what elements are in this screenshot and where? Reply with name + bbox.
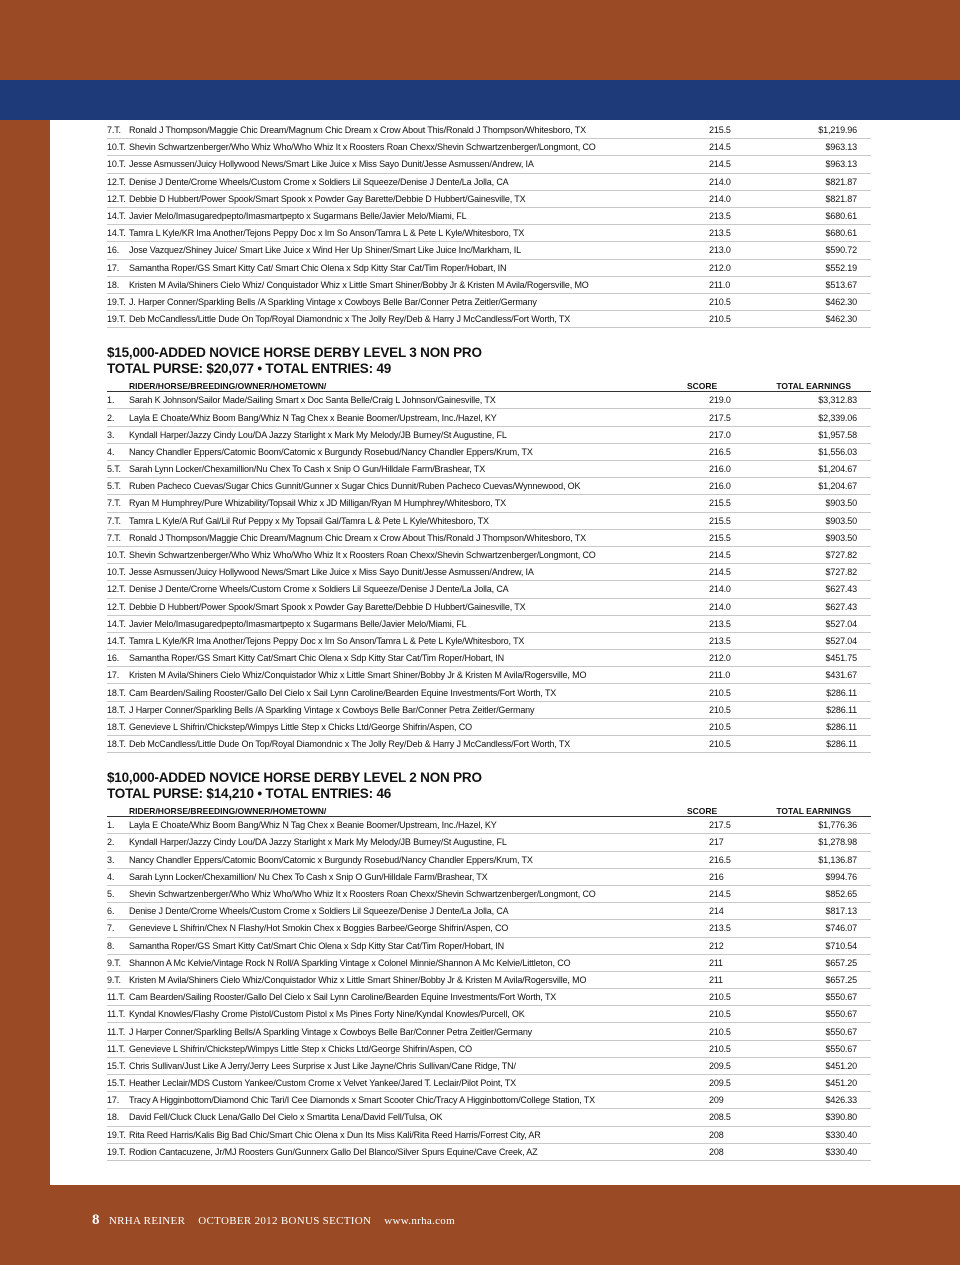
table-row (107, 1075, 871, 1092)
earnings-cell: $657.25 (825, 957, 857, 968)
entry-cell: Kristen M Avila/Shiners Cielo Whiz/ Conquistador Whiz x Little Smart Shiner/Bobby Jr & Kristen M Avila/Rogersville, MO (129, 279, 589, 290)
entry-cell: Genevieve L Shifrin/Chex N Flashy/Hot Smokin Chex x Boggies Barbee/George Shifrin/Aspen, CO (129, 923, 509, 934)
entry-cell: Ryan M Humphrey/Pure Whizability/Topsail Whiz x JD Milligan/Ryan M Humphrey/Whitesboro, TX (129, 498, 506, 509)
table-row (107, 955, 871, 972)
issue-label: OCTOBER 2012 BONUS SECTION (198, 1215, 372, 1227)
table-row (107, 547, 871, 564)
header-blue-band (0, 80, 960, 120)
earnings-cell: $286.11 (826, 721, 857, 732)
placing-cell: 10.T. (107, 159, 126, 170)
table-row (107, 702, 871, 719)
entry-cell: Jose Vazquez/Shiney Juice/ Smart Like Juice x Wind Her Up Shiner/Smart Like Juice Inc/Markham, IL (129, 245, 521, 256)
earnings-cell: $1,278.98 (818, 837, 857, 848)
table-row (107, 869, 871, 886)
earnings-cell: $462.30 (825, 296, 857, 307)
entry-cell: Samantha Roper/GS Smart Kitty Cat/ Smart Chic Olena x Sdp Kitty Star Cat/Tim Roper/Hobart, IN (129, 262, 507, 273)
placing-cell: 11.T. (107, 992, 126, 1003)
table-row (107, 478, 871, 495)
entry-cell: Rodion Cantacuzene, Jr/MJ Roosters Gun/Gunnerx Gallo Del Blanco/Silver Spurs Equine/Cave Creek, AZ (129, 1146, 538, 1157)
entry-cell: Shevin Schwartzenberger/Who Whiz Who/Who Whiz It x Roosters Roan Chexx/Shevin Schwartzenberger/Longmont, CO (129, 889, 596, 900)
placing-cell: 19.T. (107, 1129, 126, 1140)
table-row (107, 938, 871, 955)
table-row (107, 1023, 871, 1040)
left-brown-border (0, 120, 50, 1265)
table-row (107, 122, 871, 139)
entry-cell: Cam Bearden/Sailing Rooster/Gallo Del Cielo x Sail Lynn Caroline/Bearden Equine Investments/Fort Worth, TX (129, 992, 557, 1003)
results-table (107, 817, 871, 1161)
table-row (107, 208, 871, 225)
score-cell: 210.5 (709, 1009, 731, 1020)
earnings-cell: $680.61 (825, 228, 857, 239)
placing-cell: 18.T. (107, 687, 126, 698)
earnings-cell: $286.11 (826, 739, 857, 750)
earnings-cell: $817.13 (825, 906, 857, 917)
placing-cell: 4. (107, 446, 115, 457)
entry-cell: Shevin Schwartzenberger/Who Whiz Who/Who Whiz It x Roosters Roan Chexx/Shevin Schwartzenberger/Longmont, CO (129, 550, 596, 561)
entry-cell: J Harper Conner/Sparkling Bells /A Sparkling Vintage x Cowboys Belle Bar/Conner Petra Zeitler/Germany (129, 704, 535, 715)
score-cell: 213.0 (709, 245, 731, 256)
section-title: $10,000-ADDED NOVICE HORSE DERBY LEVEL 2 NON PRO (107, 770, 482, 786)
entry-cell: Samantha Roper/GS Smart Kitty Cat/Smart Chic Olena x Sdp Kitty Star Cat/Tim Roper/Hobart, IN (129, 940, 505, 951)
earnings-cell: $527.04 (825, 618, 857, 629)
score-cell: 210.5 (709, 1043, 731, 1054)
earnings-cell: $286.11 (826, 704, 857, 715)
entry-cell: Ronald J Thompson/Maggie Chic Dream/Magnum Chic Dream x Crow About This/Ronald J Thompson/Whitesboro, TX (129, 532, 586, 543)
entry-cell: David Fell/Cluck Cluck Lena/Gallo Del Cielo x Smartita Lena/David Fell/Tulsa, OK (129, 1112, 443, 1123)
score-cell: 214.5 (709, 550, 731, 561)
score-cell: 210.5 (709, 992, 731, 1003)
earnings-cell: $710.54 (825, 940, 857, 951)
earnings-cell: $963.13 (825, 142, 857, 153)
score-cell: 214.0 (709, 601, 731, 612)
placing-cell: 18.T. (107, 721, 126, 732)
earnings-cell: $550.67 (825, 1009, 857, 1020)
score-cell: 214.5 (709, 142, 731, 153)
earnings-cell: $451.20 (825, 1060, 857, 1071)
score-cell: 213.5 (709, 635, 731, 646)
results-content (107, 122, 871, 1161)
table-row (107, 736, 871, 753)
table-row (107, 156, 871, 173)
table-row (107, 581, 871, 598)
entry-cell: Chris Sullivan/Just Like A Jerry/Jerry Lees Surprise x Just Like Jayne/Chris Sullivan/Cane Ridge, TN/ (129, 1060, 516, 1071)
placing-cell: 11.T. (107, 1043, 126, 1054)
entry-cell: Kristen M Avila/Shiners Cielo Whiz/Conquistador Whiz x Little Smart Shiner/Bobby Jr & Kristen M Avila/Rogersville, MO (129, 670, 587, 681)
placing-cell: 17. (107, 262, 120, 273)
section-purse: TOTAL PURSE: $14,210 • TOTAL ENTRIES: 46 (107, 786, 392, 802)
placing-cell: 19.T. (107, 1146, 126, 1157)
earnings-cell: $390.80 (825, 1112, 857, 1123)
earnings-cell: $590.72 (825, 245, 857, 256)
entry-cell: Sarah K Johnson/Sailor Made/Sailing Smart x Doc Santa Belle/Craig L Johnson/Gainesville, TX (129, 395, 496, 406)
earnings-cell: $330.40 (825, 1129, 857, 1140)
earnings-cell: $1,219.96 (818, 125, 857, 136)
entry-cell: Kyndal Knowles/Flashy Crome Pistol/Custom Pistol x Ms Pines Forty Nine/Kyndal Knowles/Purcell, OK (129, 1009, 525, 1020)
section-purse: TOTAL PURSE: $20,077 • TOTAL ENTRIES: 49 (107, 361, 392, 377)
earnings-cell: $462.30 (825, 314, 857, 325)
table-row (107, 616, 871, 633)
table-row (107, 174, 871, 191)
continued-results-table (107, 122, 871, 328)
table-row (107, 989, 871, 1006)
placing-cell: 3. (107, 854, 115, 865)
entry-cell: Nancy Chandler Eppers/Catomic Boom/Catomic x Burgundy Rosebud/Nancy Chandler Eppers/Krum, TX (129, 854, 533, 865)
score-cell: 214 (709, 906, 724, 917)
score-cell: 216 (709, 871, 724, 882)
score-cell: 215.5 (709, 125, 731, 136)
column-header-score: SCORE (687, 806, 718, 817)
earnings-cell: $550.67 (825, 1026, 857, 1037)
table-row (107, 650, 871, 667)
table-row (107, 834, 871, 851)
placing-cell: 18.T. (107, 739, 126, 750)
placing-cell: 15.T. (107, 1060, 126, 1071)
table-row (107, 852, 871, 869)
table-row (107, 311, 871, 328)
earnings-cell: $903.50 (825, 515, 857, 526)
table-row (107, 225, 871, 242)
score-cell: 210.5 (709, 1026, 731, 1037)
earnings-cell: $821.87 (825, 193, 857, 204)
website-link[interactable]: www.nrha.com (384, 1215, 455, 1227)
placing-cell: 19.T. (107, 296, 126, 307)
earnings-cell: $963.13 (825, 159, 857, 170)
entry-cell: Genevieve L Shifrin/Chickstep/Wimpys Little Step x Chicks Ltd/George Shifrin/Aspen, CO (129, 721, 472, 732)
placing-cell: 12.T. (107, 584, 126, 595)
score-cell: 215.5 (709, 498, 731, 509)
header-brown-band (0, 0, 960, 80)
table-row (107, 972, 871, 989)
earnings-cell: $513.67 (825, 279, 857, 290)
score-cell: 214.5 (709, 159, 731, 170)
entry-cell: Kyndall Harper/Jazzy Cindy Lou/DA Jazzy Starlight x Mark My Melody/JB Burney/St Augustine, FL (129, 837, 507, 848)
earnings-cell: $627.43 (825, 601, 857, 612)
placing-cell: 9.T. (107, 957, 121, 968)
score-cell: 212.0 (709, 262, 731, 273)
placing-cell: 5. (107, 889, 115, 900)
earnings-cell: $550.67 (825, 992, 857, 1003)
score-cell: 209 (709, 1095, 724, 1106)
entry-cell: Ruben Pacheco Cuevas/Sugar Chics Gunnit/Gunner x Sugar Chics Dunnit/Ruben Pacheco Cuevas/Wynnewood, OK (129, 481, 581, 492)
entry-cell: Shannon A Mc Kelvie/Vintage Rock N Roll/A Sparkling Vintage x Colonel Minnie/Shannon A Mc Kelvie/Littleton, CO (129, 957, 571, 968)
table-row (107, 1092, 871, 1109)
entry-cell: Deb McCandless/Little Dude On Top/Royal Diamondnic x The Jolly Rey/Deb & Harry J McCandless/Fort Worth, TX (129, 739, 571, 750)
placing-cell: 5.T. (107, 481, 121, 492)
publication-name: NRHA REINER (108, 1215, 186, 1227)
table-row (107, 392, 871, 409)
table-row (107, 920, 871, 937)
table-row (107, 444, 871, 461)
entry-cell: Layla E Choate/Whiz Boom Bang/Whiz N Tag Chex x Beanie Boomer/Upstream, Inc./Hazel, KY (129, 412, 497, 423)
table-row (107, 1058, 871, 1075)
results-table (107, 392, 871, 753)
score-cell: 214.0 (709, 584, 731, 595)
table-row (107, 564, 871, 581)
placing-cell: 14.T. (107, 635, 126, 646)
score-cell: 210.5 (709, 687, 731, 698)
score-cell: 216.5 (709, 446, 731, 457)
earnings-cell: $903.50 (825, 498, 857, 509)
placing-cell: 1. (107, 820, 115, 831)
table-row (107, 530, 871, 547)
score-cell: 219.0 (709, 395, 731, 406)
entry-cell: Jesse Asmussen/Juicy Hollywood News/Smart Like Juice x Miss Sayo Dunit/Jesse Asmussen/Andrew, IA (129, 159, 534, 170)
earnings-cell: $852.65 (825, 889, 857, 900)
placing-cell: 6. (107, 906, 115, 917)
placing-cell: 2. (107, 837, 115, 848)
table-row (107, 1144, 871, 1161)
entry-cell: Layla E Choate/Whiz Boom Bang/Whiz N Tag Chex x Beanie Boomer/Upstream, Inc./Hazel, KY (129, 820, 497, 831)
section-level3-nonpro (107, 345, 871, 753)
table-row (107, 1127, 871, 1144)
entry-cell: Jesse Asmussen/Juicy Hollywood News/Smart Like Juice x Miss Sayo Dunit/Jesse Asmussen/Andrew, IA (129, 567, 534, 578)
table-row (107, 1109, 871, 1126)
entry-cell: Debbie D Hubbert/Power Spook/Smart Spook x Powder Gay Barette/Debbie D Hubbert/Gainesville, TX (129, 193, 526, 204)
score-cell: 217.5 (709, 412, 731, 423)
placing-cell: 4. (107, 871, 115, 882)
earnings-cell: $1,204.67 (818, 481, 857, 492)
table-row (107, 294, 871, 311)
earnings-cell: $903.50 (825, 532, 857, 543)
column-header-rider: RIDER/HORSE/BREEDING/OWNER/HOMETOWN/ (129, 806, 327, 817)
entry-cell: Tamra L Kyle/A Ruf Gal/Lil Ruf Peppy x My Topsail Gal/Tamra L & Pete L Kyle/Whitesboro, TX (129, 515, 489, 526)
entry-cell: Kristen M Avila/Shiners Cielo Whiz/Conquistador Whiz x Little Smart Shiner/Bobby Jr & Kristen M Avila/Rogersville, MO (129, 974, 587, 985)
score-cell: 208.5 (709, 1112, 731, 1123)
placing-cell: 14.T. (107, 228, 126, 239)
placing-cell: 1. (107, 395, 115, 406)
entry-cell: Rita Reed Harris/Kalis Big Bad Chic/Smart Chic Olena x Dun Its Miss Kali/Rita Reed Harris/Forrest City, AR (129, 1129, 541, 1140)
entry-cell: J. Harper Conner/Sparkling Bells /A Sparkling Vintage x Cowboys Belle Bar/Conner Petra Zeitler/Germany (129, 296, 537, 307)
placing-cell: 7.T. (107, 515, 121, 526)
table-row (107, 719, 871, 736)
score-cell: 214.5 (709, 567, 731, 578)
entry-cell: Denise J Dente/Crome Wheels/Custom Crome x Soldiers Lil Squeeze/Denise J Dente/La Jolla, CA (129, 584, 509, 595)
column-header-earnings: TOTAL EARNINGS (776, 806, 851, 817)
entry-cell: Deb McCandless/Little Dude On Top/Royal Diamondnic x The Jolly Rey/Deb & Harry J McCandless/Fort Worth, TX (129, 314, 571, 325)
table-row (107, 260, 871, 277)
placing-cell: 7.T. (107, 125, 121, 136)
placing-cell: 11.T. (107, 1026, 126, 1037)
placing-cell: 14.T. (107, 618, 126, 629)
placing-cell: 11.T. (107, 1009, 126, 1020)
entry-cell: Shevin Schwartzenberger/Who Whiz Who/Who Whiz It x Roosters Roan Chexx/Shevin Schwartzenberger/Longmont, CO (129, 142, 596, 153)
section-title: $15,000-ADDED NOVICE HORSE DERBY LEVEL 3 NON PRO (107, 345, 482, 361)
table-row (107, 409, 871, 426)
score-cell: 214.5 (709, 889, 731, 900)
placing-cell: 14.T. (107, 211, 126, 222)
placing-cell: 9.T. (107, 974, 121, 985)
table-row (107, 817, 871, 834)
earnings-cell: $3,312.83 (818, 395, 857, 406)
score-cell: 212 (709, 940, 724, 951)
table-row (107, 886, 871, 903)
entry-cell: Sarah Lynn Locker/Chexamillion/Nu Chex To Cash x Snip O Gun/Hilldale Farm/Brashear, TX (129, 464, 486, 475)
table-header (107, 802, 871, 817)
earnings-cell: $286.11 (826, 687, 857, 698)
score-cell: 210.5 (709, 721, 731, 732)
entry-cell: Tamra L Kyle/KR Ima Another/Tejons Peppy Doc x Im So Anson/Tamra L & Pete L Kyle/Whitesboro, TX (129, 228, 525, 239)
score-cell: 208 (709, 1129, 724, 1140)
score-cell: 211 (709, 974, 723, 985)
earnings-cell: $426.33 (825, 1095, 857, 1106)
table-header (107, 377, 871, 392)
section-level2-nonpro (107, 770, 871, 1161)
placing-cell: 5.T. (107, 464, 121, 475)
placing-cell: 7. (107, 923, 115, 934)
entry-cell: Samantha Roper/GS Smart Kitty Cat/Smart Chic Olena x Sdp Kitty Star Cat/Tim Roper/Hobart, IN (129, 653, 505, 664)
score-cell: 213.5 (709, 211, 731, 222)
placing-cell: 15.T. (107, 1078, 126, 1089)
earnings-cell: $1,776.36 (818, 820, 857, 831)
entry-cell: Heather Leclair/MDS Custom Yankee/Custom Crome x Velvet Yankee/Jared T. Leclair/Pilot Point, TX (129, 1078, 516, 1089)
earnings-cell: $431.67 (825, 670, 857, 681)
score-cell: 208 (709, 1146, 724, 1157)
earnings-cell: $746.07 (825, 923, 857, 934)
earnings-cell: $1,204.67 (818, 464, 857, 475)
score-cell: 210.5 (709, 314, 731, 325)
entry-cell: Javier Melo/Imasugaredpepto/Imasmartpepto x Sugarmans Belle/Javier Melo/Miami, FL (129, 618, 467, 629)
placing-cell: 10.T. (107, 567, 126, 578)
score-cell: 214.0 (709, 176, 731, 187)
placing-cell: 7.T. (107, 498, 121, 509)
table-row (107, 684, 871, 701)
placing-cell: 10.T. (107, 550, 126, 561)
earnings-cell: $657.25 (825, 974, 857, 985)
entry-cell: Tracy A Higginbottom/Diamond Chic Tari/I Cee Diamonds x Smart Scooter Chic/Tracy A Higginbottom/College Station, TX (129, 1095, 595, 1106)
placing-cell: 8. (107, 940, 115, 951)
earnings-cell: $451.20 (825, 1078, 857, 1089)
column-header-earnings: TOTAL EARNINGS (776, 381, 851, 392)
placing-cell: 2. (107, 412, 115, 423)
placing-cell: 17. (107, 1095, 120, 1106)
score-cell: 216.5 (709, 854, 731, 865)
table-row (107, 903, 871, 920)
placing-cell: 18. (107, 1112, 120, 1123)
score-cell: 211 (709, 957, 723, 968)
placing-cell: 12.T. (107, 601, 126, 612)
earnings-cell: $680.61 (825, 211, 857, 222)
score-cell: 217.0 (709, 429, 731, 440)
earnings-cell: $552.19 (825, 262, 857, 273)
earnings-cell: $330.40 (825, 1146, 857, 1157)
score-cell: 217.5 (709, 820, 731, 831)
score-cell: 216.0 (709, 481, 731, 492)
score-cell: 216.0 (709, 464, 731, 475)
earnings-cell: $1,136.87 (818, 854, 857, 865)
score-cell: 214.0 (709, 193, 731, 204)
placing-cell: 17. (107, 670, 120, 681)
entry-cell: J Harper Conner/Sparkling Bells/A Sparkling Vintage x Cowboys Belle Bar/Conner Petra Zeitler/Germany (129, 1026, 533, 1037)
entry-cell: Denise J Dente/Crome Wheels/Custom Crome x Soldiers Lil Squeeze/Denise J Dente/La Jolla, CA (129, 906, 509, 917)
entry-cell: Sarah Lynn Locker/Chexamillion/ Nu Chex To Cash x Snip O Gun/Hilldale Farm/Brashear, TX (129, 871, 488, 882)
table-row (107, 1006, 871, 1023)
entry-cell: Cam Bearden/Sailing Rooster/Gallo Del Cielo x Sail Lynn Caroline/Bearden Equine Investments/Fort Worth, TX (129, 687, 557, 698)
table-row (107, 633, 871, 650)
placing-cell: 18. (107, 279, 120, 290)
table-row (107, 513, 871, 530)
score-cell: 210.5 (709, 704, 731, 715)
earnings-cell: $821.87 (825, 176, 857, 187)
entry-cell: Kyndall Harper/Jazzy Cindy Lou/DA Jazzy Starlight x Mark My Melody/JB Burney/St Augustine, FL (129, 429, 507, 440)
placing-cell: 16. (107, 653, 120, 664)
earnings-cell: $2,339.06 (818, 412, 857, 423)
page-number: 8 (92, 1212, 100, 1228)
table-row (107, 242, 871, 259)
table-row (107, 667, 871, 684)
entry-cell: Ronald J Thompson/Maggie Chic Dream/Magnum Chic Dream x Crow About This/Ronald J Thompson/Whitesboro, TX (129, 125, 586, 136)
placing-cell: 3. (107, 429, 115, 440)
placing-cell: 7.T. (107, 532, 121, 543)
table-row (107, 1041, 871, 1058)
score-cell: 210.5 (709, 739, 731, 750)
page-footer (92, 1212, 455, 1229)
earnings-cell: $1,556.03 (818, 446, 857, 457)
score-cell: 211.0 (709, 670, 731, 681)
earnings-cell: $727.82 (825, 550, 857, 561)
score-cell: 209.5 (709, 1078, 731, 1089)
entry-cell: Genevieve L Shifrin/Chickstep/Wimpys Little Step x Chicks Ltd/George Shifrin/Aspen, CO (129, 1043, 472, 1054)
earnings-cell: $527.04 (825, 635, 857, 646)
score-cell: 211.0 (709, 279, 731, 290)
table-row (107, 139, 871, 156)
score-cell: 209.5 (709, 1060, 731, 1071)
table-row (107, 461, 871, 478)
placing-cell: 10.T. (107, 142, 126, 153)
table-row (107, 277, 871, 294)
table-row (107, 495, 871, 512)
score-cell: 212.0 (709, 653, 731, 664)
score-cell: 215.5 (709, 515, 731, 526)
earnings-cell: $451.75 (825, 653, 857, 664)
score-cell: 215.5 (709, 532, 731, 543)
table-row (107, 427, 871, 444)
placing-cell: 16. (107, 245, 120, 256)
table-row (107, 191, 871, 208)
earnings-cell: $627.43 (825, 584, 857, 595)
earnings-cell: $550.67 (825, 1043, 857, 1054)
placing-cell: 12.T. (107, 176, 126, 187)
placing-cell: 19.T. (107, 314, 126, 325)
score-cell: 213.5 (709, 228, 731, 239)
placing-cell: 18.T. (107, 704, 126, 715)
entry-cell: Debbie D Hubbert/Power Spook/Smart Spook x Powder Gay Barette/Debbie D Hubbert/Gainesville, TX (129, 601, 526, 612)
entry-cell: Tamra L Kyle/KR Ima Another/Tejons Peppy Doc x Im So Anson/Tamra L & Pete L Kyle/Whitesboro, TX (129, 635, 525, 646)
entry-cell: Javier Melo/Imasugaredpepto/Imasmartpepto x Sugarmans Belle/Javier Melo/Miami, FL (129, 211, 467, 222)
entry-cell: Denise J Dente/Crome Wheels/Custom Crome x Soldiers Lil Squeeze/Denise J Dente/La Jolla, CA (129, 176, 509, 187)
entry-cell: Nancy Chandler Eppers/Catomic Boom/Catomic x Burgundy Rosebud/Nancy Chandler Eppers/Krum, TX (129, 446, 533, 457)
score-cell: 217 (709, 837, 724, 848)
earnings-cell: $727.82 (825, 567, 857, 578)
score-cell: 213.5 (709, 618, 731, 629)
earnings-cell: $1,957.58 (818, 429, 857, 440)
score-cell: 213.5 (709, 923, 731, 934)
column-header-rider: RIDER/HORSE/BREEDING/OWNER/HOMETOWN/ (129, 381, 327, 392)
earnings-cell: $994.76 (825, 871, 857, 882)
table-row (107, 599, 871, 616)
column-header-score: SCORE (687, 381, 718, 392)
placing-cell: 12.T. (107, 193, 126, 204)
score-cell: 210.5 (709, 296, 731, 307)
